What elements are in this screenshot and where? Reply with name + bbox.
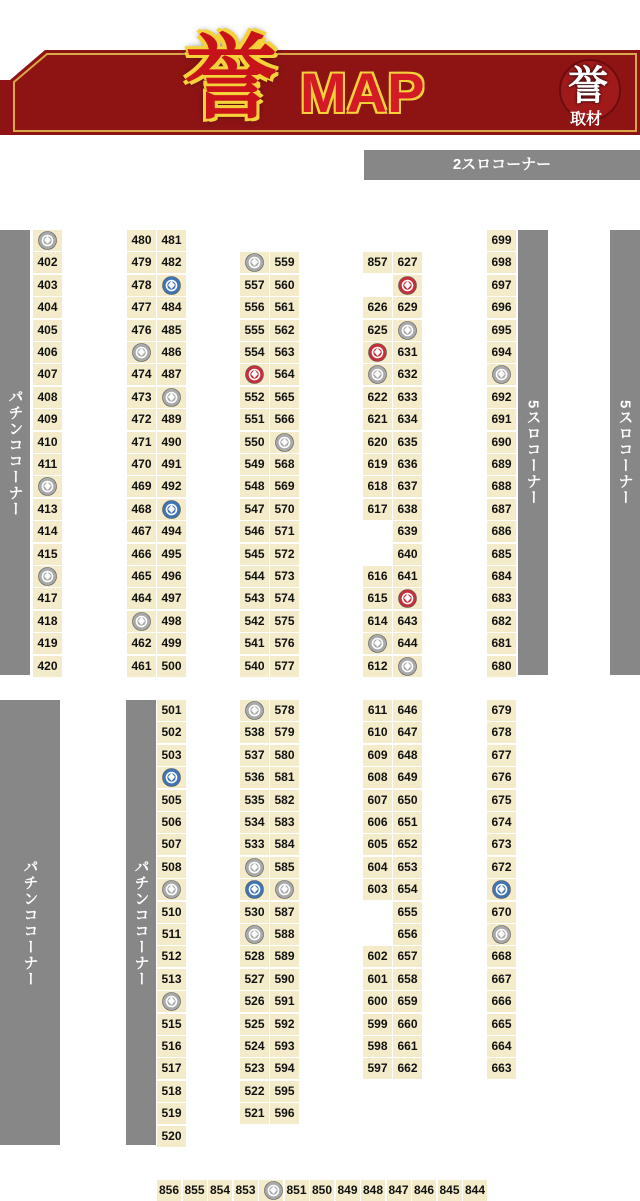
machine-number[interactable]: 595 <box>270 1081 299 1102</box>
machine-number[interactable]: 676 <box>487 767 516 788</box>
machine-number[interactable]: 517 <box>157 1058 186 1079</box>
machine-number[interactable]: 684 <box>487 566 516 587</box>
machine-number[interactable]: 477 <box>127 297 156 318</box>
machine-number[interactable]: 651 <box>393 812 422 833</box>
machine-number[interactable]: 685 <box>487 544 516 565</box>
machine-number[interactable]: 670 <box>487 902 516 923</box>
machine-number[interactable]: 594 <box>270 1058 299 1079</box>
machine-number[interactable]: 556 <box>240 297 269 318</box>
machine-number[interactable]: 549 <box>240 454 269 475</box>
machine-number[interactable]: 616 <box>363 566 392 587</box>
machine-number[interactable]: 535 <box>240 790 269 811</box>
machine-number[interactable]: 550 <box>240 432 269 453</box>
red-machine-icon[interactable] <box>240 364 269 385</box>
machine-number[interactable]: 644 <box>393 633 422 654</box>
machine-number[interactable]: 615 <box>363 588 392 609</box>
machine-number[interactable]: 665 <box>487 1014 516 1035</box>
machine-number[interactable]: 620 <box>363 432 392 453</box>
gray-machine-icon[interactable] <box>393 320 422 341</box>
machine-number[interactable]: 497 <box>157 588 186 609</box>
machine-number[interactable]: 677 <box>487 745 516 766</box>
machine-number[interactable]: 534 <box>240 812 269 833</box>
machine-number[interactable]: 608 <box>363 767 392 788</box>
pachinko-corner-left-bottom-text: パチンココーナー <box>21 858 39 987</box>
machine-number[interactable]: 605 <box>363 834 392 855</box>
machine-number[interactable]: 524 <box>240 1036 269 1057</box>
machine-number[interactable]: 857 <box>363 252 392 273</box>
machine-number[interactable]: 648 <box>393 745 422 766</box>
machine-number[interactable]: 656 <box>393 924 422 945</box>
machine-number[interactable]: 417 <box>33 588 62 609</box>
machine-number[interactable]: 602 <box>363 946 392 967</box>
gray-machine-icon[interactable] <box>363 633 392 654</box>
machine-number[interactable]: 585 <box>270 857 299 878</box>
machine-number[interactable]: 566 <box>270 409 299 430</box>
machine-number[interactable]: 536 <box>240 767 269 788</box>
pachinko-corner-left-bottom <box>0 700 60 1145</box>
machine-number[interactable]: 695 <box>487 320 516 341</box>
machine-number[interactable]: 604 <box>363 857 392 878</box>
machine-number[interactable]: 420 <box>33 656 62 677</box>
machine-number[interactable]: 569 <box>270 476 299 497</box>
gray-machine-icon[interactable] <box>157 991 186 1012</box>
machine-number[interactable]: 526 <box>240 991 269 1012</box>
machine-number[interactable]: 697 <box>487 275 516 296</box>
machine-number[interactable]: 413 <box>33 499 62 520</box>
machine-number[interactable]: 646 <box>393 700 422 721</box>
machine-number[interactable]: 619 <box>363 454 392 475</box>
machine-number[interactable]: 568 <box>270 454 299 475</box>
machine-number[interactable]: 588 <box>270 924 299 945</box>
machine-number[interactable]: 543 <box>240 588 269 609</box>
machine-number[interactable]: 418 <box>33 611 62 632</box>
machine-number[interactable]: 506 <box>157 812 186 833</box>
gray-machine-icon[interactable] <box>393 656 422 677</box>
machine-number[interactable]: 522 <box>240 1081 269 1102</box>
machine-number[interactable]: 681 <box>487 633 516 654</box>
machine-number[interactable]: 607 <box>363 790 392 811</box>
machine-number[interactable]: 845 <box>438 1180 462 1201</box>
machine-number[interactable]: 689 <box>487 454 516 475</box>
machine-number[interactable]: 403 <box>33 275 62 296</box>
machine-number[interactable]: 621 <box>363 409 392 430</box>
machine-number[interactable]: 653 <box>393 857 422 878</box>
machine-number[interactable]: 409 <box>33 409 62 430</box>
pachinko-corner-mid-bottom <box>126 700 156 1145</box>
machine-number[interactable]: 473 <box>127 387 156 408</box>
machine-number[interactable]: 481 <box>157 230 186 251</box>
machine-number[interactable]: 521 <box>240 1103 269 1124</box>
red-machine-icon[interactable] <box>393 588 422 609</box>
machine-number[interactable]: 851 <box>285 1180 309 1201</box>
machine-number[interactable]: 513 <box>157 969 186 990</box>
machine-number[interactable]: 512 <box>157 946 186 967</box>
machine-number[interactable]: 482 <box>157 252 186 273</box>
machine-number[interactable]: 856 <box>157 1180 181 1201</box>
machine-number[interactable]: 639 <box>393 521 422 542</box>
blue-machine-icon[interactable] <box>157 767 186 788</box>
machine-number[interactable]: 598 <box>363 1036 392 1057</box>
machine-number[interactable]: 402 <box>33 252 62 273</box>
machine-number[interactable]: 691 <box>487 409 516 430</box>
machine-number[interactable]: 470 <box>127 454 156 475</box>
machine-number[interactable]: 476 <box>127 320 156 341</box>
page-title: MAP <box>300 61 425 124</box>
machine-number[interactable]: 502 <box>157 722 186 743</box>
machine-number[interactable]: 611 <box>363 700 392 721</box>
machine-number[interactable]: 625 <box>363 320 392 341</box>
gray-machine-icon[interactable] <box>33 566 62 587</box>
machine-number[interactable]: 658 <box>393 969 422 990</box>
machine-number[interactable]: 520 <box>157 1126 186 1147</box>
machine-number[interactable]: 525 <box>240 1014 269 1035</box>
machine-number[interactable]: 499 <box>157 633 186 654</box>
machine-number[interactable]: 485 <box>157 320 186 341</box>
machine-number[interactable]: 641 <box>393 566 422 587</box>
machine-number[interactable]: 664 <box>487 1036 516 1057</box>
machine-number[interactable]: 668 <box>487 946 516 967</box>
machine-number[interactable]: 662 <box>393 1058 422 1079</box>
machine-number[interactable]: 484 <box>157 297 186 318</box>
machine-number[interactable]: 847 <box>387 1180 411 1201</box>
gray-machine-icon[interactable] <box>240 252 269 273</box>
machine-number[interactable]: 561 <box>270 297 299 318</box>
machine-number[interactable]: 500 <box>157 656 186 677</box>
machine-number[interactable]: 606 <box>363 812 392 833</box>
machine-number[interactable]: 527 <box>240 969 269 990</box>
machine-number[interactable]: 546 <box>240 521 269 542</box>
machine-number[interactable]: 638 <box>393 499 422 520</box>
machine-number[interactable]: 672 <box>487 857 516 878</box>
machine-number[interactable]: 407 <box>33 364 62 385</box>
machine-number[interactable]: 555 <box>240 320 269 341</box>
machine-number[interactable]: 618 <box>363 476 392 497</box>
machine-number[interactable]: 573 <box>270 566 299 587</box>
gray-machine-icon[interactable] <box>157 387 186 408</box>
machine-number[interactable]: 667 <box>487 969 516 990</box>
gray-machine-icon[interactable] <box>240 857 269 878</box>
machine-number[interactable]: 583 <box>270 812 299 833</box>
machine-number[interactable]: 589 <box>270 946 299 967</box>
red-machine-icon[interactable] <box>393 275 422 296</box>
machine-number[interactable]: 478 <box>127 275 156 296</box>
machine-number[interactable]: 494 <box>157 521 186 542</box>
machine-number[interactable]: 637 <box>393 476 422 497</box>
blue-machine-icon[interactable] <box>157 499 186 520</box>
machine-number[interactable]: 474 <box>127 364 156 385</box>
blue-machine-icon[interactable] <box>157 275 186 296</box>
machine-number[interactable]: 572 <box>270 544 299 565</box>
machine-number[interactable]: 591 <box>270 991 299 1012</box>
machine-number[interactable]: 490 <box>157 432 186 453</box>
machine-number[interactable]: 519 <box>157 1103 186 1124</box>
machine-number[interactable]: 466 <box>127 544 156 565</box>
machine-number[interactable]: 498 <box>157 611 186 632</box>
machine-number[interactable]: 661 <box>393 1036 422 1057</box>
machine-number[interactable]: 533 <box>240 834 269 855</box>
machine-number[interactable]: 614 <box>363 611 392 632</box>
machine-number[interactable]: 848 <box>361 1180 385 1201</box>
machine-number[interactable]: 854 <box>208 1180 232 1201</box>
machine-number[interactable]: 590 <box>270 969 299 990</box>
gray-machine-icon[interactable] <box>127 611 156 632</box>
machine-number[interactable]: 489 <box>157 409 186 430</box>
slot5-corner-inner <box>518 230 548 675</box>
machine-number[interactable]: 479 <box>127 252 156 273</box>
machine-number[interactable]: 491 <box>157 454 186 475</box>
machine-number[interactable]: 632 <box>393 364 422 385</box>
machine-number[interactable]: 584 <box>270 834 299 855</box>
machine-number[interactable]: 518 <box>157 1081 186 1102</box>
machine-number[interactable]: 666 <box>487 991 516 1012</box>
machine-number[interactable]: 696 <box>487 297 516 318</box>
machine-number[interactable]: 636 <box>393 454 422 475</box>
machine-number[interactable]: 467 <box>127 521 156 542</box>
machine-number[interactable]: 687 <box>487 499 516 520</box>
gray-machine-icon[interactable] <box>270 879 299 900</box>
machine-number[interactable]: 510 <box>157 902 186 923</box>
machine-number[interactable]: 601 <box>363 969 392 990</box>
machine-number[interactable]: 406 <box>33 342 62 363</box>
machine-number[interactable]: 570 <box>270 499 299 520</box>
badge-sub: 取材 <box>570 109 603 128</box>
machine-number[interactable]: 654 <box>393 879 422 900</box>
machine-number[interactable]: 609 <box>363 745 392 766</box>
machine-number[interactable]: 698 <box>487 252 516 273</box>
machine-number[interactable]: 633 <box>393 387 422 408</box>
machine-number[interactable]: 600 <box>363 991 392 1012</box>
machine-number[interactable]: 548 <box>240 476 269 497</box>
machine-number[interactable]: 559 <box>270 252 299 273</box>
machine-number[interactable]: 655 <box>393 902 422 923</box>
machine-number[interactable]: 469 <box>127 476 156 497</box>
machine-number[interactable]: 647 <box>393 722 422 743</box>
gray-machine-icon[interactable] <box>363 364 392 385</box>
machine-number[interactable]: 551 <box>240 409 269 430</box>
machine-number[interactable]: 626 <box>363 297 392 318</box>
machine-number[interactable]: 541 <box>240 633 269 654</box>
machine-number[interactable]: 540 <box>240 656 269 677</box>
machine-number[interactable]: 562 <box>270 320 299 341</box>
machine-number[interactable]: 579 <box>270 722 299 743</box>
machine-number[interactable]: 850 <box>310 1180 334 1201</box>
gray-machine-icon[interactable] <box>240 700 269 721</box>
logo-kanji: 誉 <box>185 25 278 132</box>
machine-number[interactable]: 682 <box>487 611 516 632</box>
machine-number[interactable]: 487 <box>157 364 186 385</box>
machine-number[interactable]: 678 <box>487 722 516 743</box>
machine-number[interactable]: 643 <box>393 611 422 632</box>
machine-number[interactable]: 574 <box>270 588 299 609</box>
machine-number[interactable]: 411 <box>33 454 62 475</box>
machine-number[interactable]: 849 <box>336 1180 360 1201</box>
machine-number[interactable]: 575 <box>270 611 299 632</box>
gray-machine-icon[interactable] <box>270 432 299 453</box>
machine-number[interactable]: 507 <box>157 834 186 855</box>
machine-number[interactable]: 545 <box>240 544 269 565</box>
gray-machine-icon[interactable] <box>33 230 62 251</box>
badge-kanji: 誉 <box>568 63 608 109</box>
machine-number[interactable]: 649 <box>393 767 422 788</box>
machine-number[interactable]: 461 <box>127 656 156 677</box>
slot5-corner-outer <box>610 230 640 675</box>
machine-number[interactable]: 593 <box>270 1036 299 1057</box>
machine-number[interactable]: 692 <box>487 387 516 408</box>
machine-number[interactable]: 688 <box>487 476 516 497</box>
machine-number[interactable]: 640 <box>393 544 422 565</box>
machine-number[interactable]: 565 <box>270 387 299 408</box>
machine-number[interactable]: 577 <box>270 656 299 677</box>
machine-number[interactable]: 663 <box>487 1058 516 1079</box>
blue-machine-icon[interactable] <box>240 879 269 900</box>
gray-machine-icon[interactable] <box>33 476 62 497</box>
machine-number[interactable]: 612 <box>363 656 392 677</box>
machine-number[interactable]: 635 <box>393 432 422 453</box>
machine-number[interactable]: 462 <box>127 633 156 654</box>
machine-number[interactable]: 468 <box>127 499 156 520</box>
machine-number[interactable]: 652 <box>393 834 422 855</box>
red-machine-icon[interactable] <box>363 342 392 363</box>
machine-number[interactable]: 582 <box>270 790 299 811</box>
machine-number[interactable]: 675 <box>487 790 516 811</box>
machine-number[interactable]: 617 <box>363 499 392 520</box>
machine-number[interactable]: 686 <box>487 521 516 542</box>
machine-number[interactable]: 544 <box>240 566 269 587</box>
machine-number[interactable]: 410 <box>33 432 62 453</box>
blue-machine-icon[interactable] <box>487 879 516 900</box>
machine-number[interactable]: 846 <box>412 1180 436 1201</box>
pachinko-corner-mid-bottom-text: パチンココーナー <box>132 858 150 987</box>
machine-number[interactable]: 699 <box>487 230 516 251</box>
machine-number[interactable]: 505 <box>157 790 186 811</box>
gray-machine-icon[interactable] <box>259 1180 283 1201</box>
machine-number[interactable]: 404 <box>33 297 62 318</box>
machine-number[interactable]: 508 <box>157 857 186 878</box>
machine-number[interactable]: 511 <box>157 924 186 945</box>
pachinko-corner-left-top <box>0 230 30 675</box>
machine-number[interactable]: 552 <box>240 387 269 408</box>
machine-number[interactable]: 627 <box>393 252 422 273</box>
machine-number[interactable]: 622 <box>363 387 392 408</box>
machine-number[interactable]: 674 <box>487 812 516 833</box>
machine-number[interactable]: 472 <box>127 409 156 430</box>
machine-number[interactable]: 629 <box>393 297 422 318</box>
machine-number[interactable]: 405 <box>33 320 62 341</box>
gray-machine-icon[interactable] <box>487 364 516 385</box>
machine-number[interactable]: 516 <box>157 1036 186 1057</box>
machine-number[interactable]: 597 <box>363 1058 392 1079</box>
gray-machine-icon[interactable] <box>487 924 516 945</box>
machine-number[interactable]: 492 <box>157 476 186 497</box>
machine-number[interactable]: 694 <box>487 342 516 363</box>
machine-number[interactable]: 471 <box>127 432 156 453</box>
machine-number[interactable]: 408 <box>33 387 62 408</box>
machine-number[interactable]: 855 <box>183 1180 207 1201</box>
machine-number[interactable]: 580 <box>270 745 299 766</box>
machine-number[interactable]: 563 <box>270 342 299 363</box>
machine-number[interactable]: 547 <box>240 499 269 520</box>
machine-number[interactable]: 576 <box>270 633 299 654</box>
machine-number[interactable]: 650 <box>393 790 422 811</box>
pachinko-corner-left-top-text: パチンココーナー <box>6 388 24 517</box>
machine-number[interactable]: 515 <box>157 1014 186 1035</box>
machine-number[interactable]: 596 <box>270 1103 299 1124</box>
machine-number[interactable]: 683 <box>487 588 516 609</box>
machine-number[interactable]: 571 <box>270 521 299 542</box>
gray-machine-icon[interactable] <box>157 879 186 900</box>
machine-number[interactable]: 603 <box>363 879 392 900</box>
header-banner <box>0 0 640 140</box>
machine-number[interactable]: 680 <box>487 656 516 677</box>
machine-number[interactable]: 419 <box>33 633 62 654</box>
machine-number[interactable]: 496 <box>157 566 186 587</box>
badge <box>552 52 628 132</box>
machine-number[interactable]: 495 <box>157 544 186 565</box>
machine-number[interactable]: 465 <box>127 566 156 587</box>
machine-number[interactable]: 564 <box>270 364 299 385</box>
machine-number[interactable]: 659 <box>393 991 422 1012</box>
slot5-corner-inner-text: 5スロコーナー <box>524 399 542 506</box>
machine-number[interactable]: 557 <box>240 275 269 296</box>
machine-number[interactable]: 414 <box>33 521 62 542</box>
machine-number[interactable]: 599 <box>363 1014 392 1035</box>
machine-number[interactable]: 673 <box>487 834 516 855</box>
gray-machine-icon[interactable] <box>127 342 156 363</box>
machine-number[interactable]: 581 <box>270 767 299 788</box>
machine-number[interactable]: 844 <box>463 1180 487 1201</box>
machine-number[interactable]: 537 <box>240 745 269 766</box>
gray-machine-icon[interactable] <box>240 924 269 945</box>
machine-number[interactable]: 503 <box>157 745 186 766</box>
machine-number[interactable]: 610 <box>363 722 392 743</box>
machine-number[interactable]: 690 <box>487 432 516 453</box>
machine-number[interactable]: 853 <box>234 1180 258 1201</box>
machine-number[interactable]: 501 <box>157 700 186 721</box>
machine-number[interactable]: 530 <box>240 902 269 923</box>
machine-number[interactable]: 657 <box>393 946 422 967</box>
machine-number[interactable]: 578 <box>270 700 299 721</box>
machine-number[interactable]: 554 <box>240 342 269 363</box>
machine-number[interactable]: 538 <box>240 722 269 743</box>
machine-number[interactable]: 631 <box>393 342 422 363</box>
machine-number[interactable]: 587 <box>270 902 299 923</box>
slot2-corner-label: 2スロコーナー <box>364 150 640 180</box>
slot5-corner-outer-text: 5スロコーナー <box>616 399 634 506</box>
machine-number[interactable]: 679 <box>487 700 516 721</box>
machine-number[interactable]: 523 <box>240 1058 269 1079</box>
machine-number[interactable]: 542 <box>240 611 269 632</box>
machine-number[interactable]: 486 <box>157 342 186 363</box>
machine-number[interactable]: 464 <box>127 588 156 609</box>
machine-number[interactable]: 592 <box>270 1014 299 1035</box>
machine-number[interactable]: 560 <box>270 275 299 296</box>
machine-number[interactable]: 634 <box>393 409 422 430</box>
machine-number[interactable]: 480 <box>127 230 156 251</box>
machine-number[interactable]: 415 <box>33 544 62 565</box>
machine-number[interactable]: 660 <box>393 1014 422 1035</box>
machine-number[interactable]: 528 <box>240 946 269 967</box>
